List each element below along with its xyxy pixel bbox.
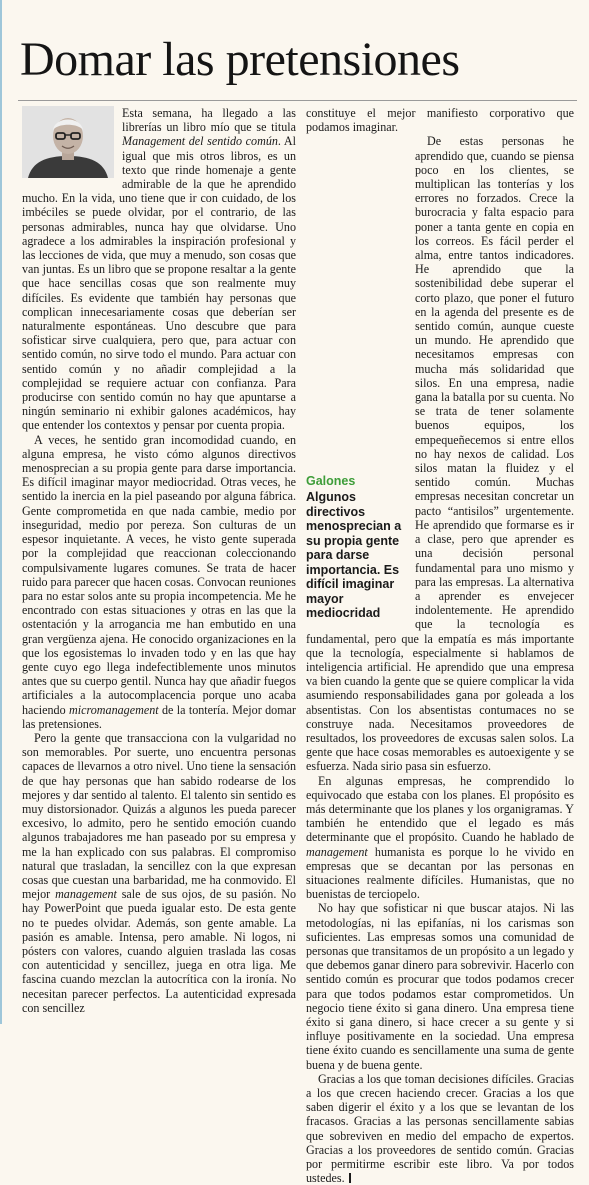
paragraph: De estas personas he aprendido que, cuando se piensa poco en los clientes, se multiplican las tonterías y los errores no forzados. Crece la burocracia y falta espacio para poner a tanta gente en copia en los correos. Es fácil perder el alma, entre tantos indicadores. He aprendido que la sostenibilidad debe superar el corto plazo, que poner el futuro en la agenda del presente es de sentido común, aunque cueste un mundo. He aprendido que necesitamos empresas con mucha más solidaridad que silos. En una empresa, nadie gana la batalla por su cuenta. No se trata de tener solamente buenos equipos, los empequeñecemos si entre ellos no hay nexos de calidad. Los silos matan la fluidez y el sentido común. Muchas empresas necesitan concretar un pacto “antisilos” urgentemente. He aprendido que formarse es ir a clase, pero que aprender es una decisión personal fundamental para uno mismo y para las empresas. La alternativa a aprender es envejecer indolentemente. He aprendido que la tecnología es fundamental, pero que la empatía es más importante que la tecnología, especialmente si hablamos de inteligencia artificial. He aprendido que una empresa va bien cuando la gente que se quiere complicar la vida asumiendo responsabilidades gana por goleada a los absentistas. Con los absentistas contumaces no se construye nada. Necesitamos proveedores de resultados, los proveedores de excusas salen solos. La gente que hace cosas memorables es autoexigente y se esfuerza. Nada sirio pasa sin esfuerzo.	[306, 134, 574, 774]
pull-quote-text: Algunos directivos menosprecian a su propia gente para darse importancia. Es difícil imaginar mayor mediocridad	[306, 490, 402, 621]
paragraph: constituye el mejor manifiesto corporativo que podamos imaginar.	[306, 106, 574, 135]
right-column	[306, 106, 574, 1185]
pull-quote-label: Galones	[306, 474, 356, 489]
book-title: Management del sentido común	[122, 134, 278, 149]
headline-rule	[18, 100, 577, 101]
left-column	[22, 106, 297, 1015]
author-portrait-icon	[22, 106, 114, 178]
headline: Domar las pretensiones	[20, 33, 460, 86]
paragraph: Gracias a los que toman decisiones difíciles. Gracias a los que crecen haciendo crecer. Gracias a los que saben digerir el éxito y a los que se levantan de los fracasos. Gracias a las personas sencillamente sabias que sobreviven en medio del empacho de expertos. Gracias a los proveedores de sentido común. Gracias por permitirme escribir este libro. Va por todos ustedes.	[306, 1071, 574, 1185]
paragraph: Pero la gente que transacciona con la vulgaridad no son memorables. Por suerte, uno encuentra personas capaces de llevarnos a otro nivel. Uno tiene la sensación de que hay personas que han sabido rodearse de los mejores y dar sentido al talento. El talento sin sentido es muy distorsionador. Quizás a algunos les pueda parecer excesivo, lo admito, pero he sentido emoción cuando algunos trabajadores me han paseado por su empresa y me la han explicado con sus palabras. El compromiso natural que trasladan, la sencillez con la que expresan cosas que cuestan una barbaridad, me ha conmovido. El mejor management sale de sus ojos, de su pasión. No hay PowerPoint que pueda igualar esto. De esta gente no te puedes olvidar. Además, son gente amable. La pasión es amable. Intensa, pero amable. Ni logos, ni pósters con valores, cuando alguien traslada las cosas con autenticidad y sencillez, juega en otra liga. Me fascina cuando mezclan la autocrítica con la ironía. No necesitan parecer perfectos. La autenticidad expresada con sencillez	[22, 730, 296, 1015]
article-end-mark-icon	[349, 1173, 351, 1183]
paragraph: No hay que sofisticar ni que buscar atajos. Ni las metodologías, ni las epifanías, ni los carismas son suficientes. Las empresas somos una comunidad de personas que transitamos de un propósito a un legado y que debemos ganar dinero para sobrevivir. Hacerlo con sentido común es procurar que todos podamos crecer para que todos podamos estar comprometidos. Un negocio tiene éxito si gana dinero. Una empresa tiene éxito si gana dinero, si hace crecer a su gente y si influye positivamente en la sociedad. Una empresa tiene éxito cuando es sencillamente una suma de gente buena y de buena gente.	[306, 901, 574, 1072]
pull-quote	[306, 474, 407, 621]
paragraph: Esta semana, ha llegado a las librerías un libro mío que se titula Management del sentido común. Al igual que mis otros libros, es un texto que rinde homenaje a gente admirable de la que he aprendido mucho. En la vida, uno tiene que ir con cuidado, de los imbéciles se puede olvidar, por el contrario, de las personas admirables, nunca hay que olvidarse. Uno agradece a los admirables la inspiración profesional y las lecciones de vida, que muy a menudo, son cosas que van juntas. Es un libro que se propone resaltar a la gente que hace sencillas cosas que son realmente muy difíciles. Es evidente que también hay personas que complican innecesariamente cosas que deberían ser naturalmente espontáneas. Uno descubre que para sofisticar sirve cualquiera, pero que, para actuar con sentido común, no sirve todo el mundo. Para actuar con sentido común y no añadir complejidad a la complejidad se requiere actuar con confianza. Para producirse con sentido común no hay que apuntarse a ningún seminario ni exhibir galones académicos, hay que entender los contextos y pensar por cuenta propia.	[22, 106, 296, 433]
paragraph: A veces, he sentido gran incomodidad cuando, en alguna empresa, he visto cómo algunos directivos menosprecian a su propia gente para darse importancia. Es difícil imaginar mayor mediocridad. Otras veces, he sentido la inercia en la piel paseando por alguna fábrica. Gente comprometida en que nada cambie, medio por inseguridad, medio por pereza. Son culturas de un espesor inquietante. A veces, he visto gente superada por la complejidad que reaccionan coleccionando compulsivamente lugares comunes. Se trata de hacer ruido para parecer que hacen cosas. Convocan reuniones para no estar solos ante su propia incompetencia. Me he encontrado con estas situaciones y otras en las que la ostentación y la arrogancia me han embutido en una gran vergüenza ajena. He conocido organizaciones en la que los egosistemas lo invaden todo y en las que hay gente cuyo ego llega indefectiblemente unos minutos antes que su cuerpo gentil. Nunca hay que añadir fuegos artificiales a la autocomplacencia porque uno acaba haciendo micromanagement de la tontería. Mejor domar las pretensiones.	[22, 432, 297, 731]
paragraph: En algunas empresas, he comprendido lo equivocado que estaba con los planes. El propósito es más determinante que los planes y los organigramas. Y también he entendido que el legado es más determinante que el propósito. Cuando he hablado de management humanista es porque lo he vivido en empresas que se decantan por las personas en situaciones realmente difíciles. Humanistas, que no buenistas de terciopelo.	[306, 773, 574, 902]
